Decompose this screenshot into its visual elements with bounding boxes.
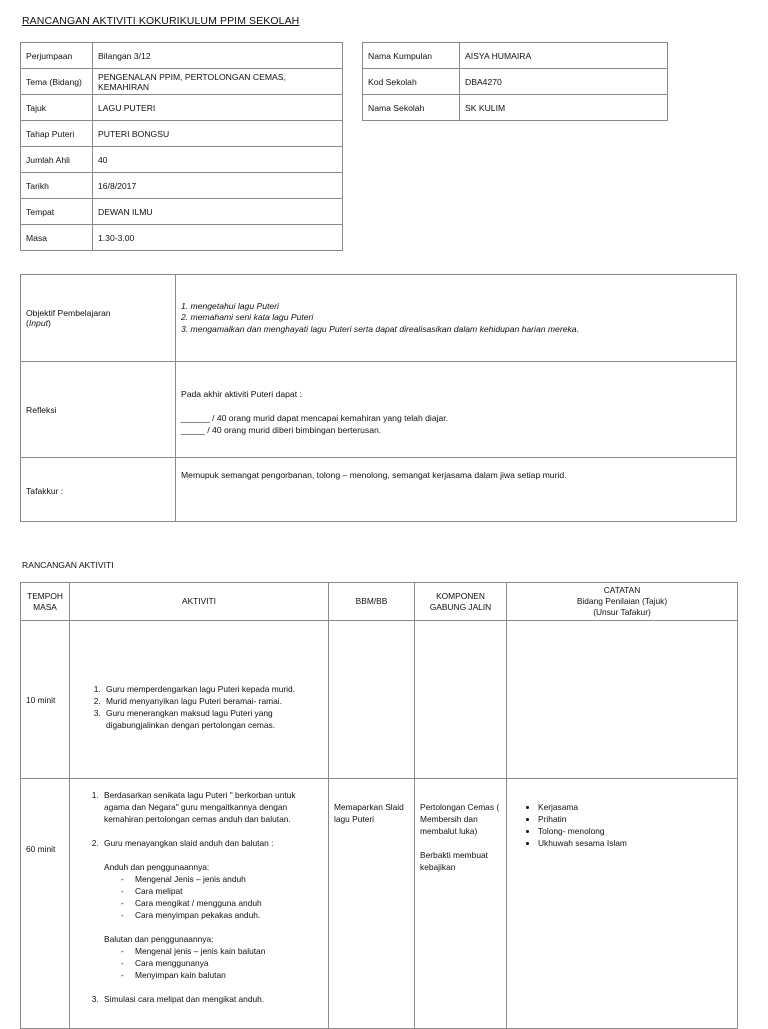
objectives-table [20, 274, 737, 522]
header-tempoh-line1: TEMPOH [27, 590, 63, 601]
section-title: RANCANGAN AKTIVITI [22, 560, 114, 570]
field-label: Nama Kumpulan [363, 43, 460, 69]
row2-catatan [507, 779, 738, 1029]
anduh-list [104, 873, 323, 921]
anduh-item: - Mengenal Jenis – jenis anduh [118, 873, 323, 885]
balutan-item: - Mengenal jenis – jenis kain balutan [118, 945, 323, 957]
catatan-list [512, 801, 732, 849]
paren-close: ) [48, 318, 51, 328]
meeting-info-row [21, 147, 343, 173]
field-value: DEWAN ILMU [93, 199, 343, 225]
row1-komponen [415, 621, 507, 779]
row1-activity-list [75, 683, 323, 731]
row1-bbm [329, 621, 415, 779]
komponen-item: Pertolongan Cemas ( Membersih dan membalut luka) [420, 802, 500, 836]
field-value: Bilangan 3/12 [93, 43, 343, 69]
tafakkur-label-text: Tafakkur : [26, 486, 64, 496]
row1-activities [70, 621, 329, 779]
anduh-item: - Cara menyimpan pekakas anduh. [118, 909, 323, 921]
paren-open: ( [26, 318, 29, 328]
refleksi-line1: ______ / 40 orang murid dapat mencapai kemahiran yang telah diajar. [181, 412, 449, 423]
balutan-list [104, 945, 323, 981]
meeting-info-row [21, 199, 343, 225]
header-catatan-line2: Bidang Penilaian (Tajuk) [576, 596, 668, 606]
refleksi-intro: Pada akhir aktiviti Puteri dapat : [181, 388, 302, 399]
catatan-item: • Prihatin [538, 813, 732, 825]
field-label: Tema (Bidang) [21, 69, 93, 95]
plan-header-row [21, 583, 738, 621]
header-komponen-line1: KOMPONEN [436, 590, 485, 601]
field-value: PUTERI BONGSU [93, 121, 343, 147]
header-catatan-line1: CATATAN [603, 585, 641, 595]
refleksi-content [176, 362, 737, 458]
anduh-title: Anduh dan penggunaannya: [104, 862, 210, 872]
plan-row-1 [21, 621, 738, 779]
input-label: Input [28, 318, 48, 328]
field-value: 1.30-3.00 [93, 225, 343, 251]
header-aktiviti: AKTIVITI [70, 583, 329, 621]
meeting-info-row [21, 225, 343, 251]
document-title: RANCANGAN AKTIVITI KOKURIKULUM PPIM SEKOLAH [22, 15, 300, 27]
meeting-info-row [21, 69, 343, 95]
meeting-info-row [21, 173, 343, 199]
activity-item: 1. Guru memperdengarkan lagu Puteri kepada murid. [103, 683, 323, 695]
activity-text: Berdasarkan senikata lagu Puteri " berkorban untuk agama dan Negara" guru mengaitkannya dengan kemahiran pertolongan cemas anduh dan balutan. [104, 790, 296, 824]
field-value: 40 [93, 147, 343, 173]
activity-item [101, 789, 323, 837]
group-info-row [363, 95, 668, 121]
balutan-item: - Cara menggunanya [118, 957, 323, 969]
objective-label [21, 275, 176, 362]
objective-item: 2. memahami seni kata lagu Puteri [181, 312, 314, 323]
activity-text: Guru menayangkan slaid anduh dan balutan : [104, 838, 274, 848]
field-value: PENGENALAN PPIM, PERTOLONGAN CEMAS, KEMAHIRAN [93, 69, 343, 95]
balutan-title: Balutan dan penggunaannya: [104, 934, 214, 944]
header-catatan [507, 583, 738, 621]
row2-time: 60 minit [21, 779, 70, 1029]
activity-item: 2. Murid menyanyikan lagu Puteri beramai- ramai. [103, 695, 323, 707]
field-label: Tajuk [21, 95, 93, 121]
header-komponen [415, 583, 507, 621]
meeting-info-table [20, 42, 343, 251]
objective-item: 1. mengetahui lagu Puteri [181, 300, 279, 311]
activity-item: 3. Simulasi cara melipat dan mengikat anduh. [101, 993, 323, 1005]
field-label: Tahap Puteri [21, 121, 93, 147]
plan-row-2 [21, 779, 738, 1029]
group-info-row [363, 43, 668, 69]
objective-label-line1: Objektif Pembelajaran [26, 308, 111, 318]
objective-row [21, 275, 737, 362]
refleksi-row [21, 362, 737, 458]
refleksi-line2: _____ / 40 orang murid diberi bimbingan berterusan. [181, 424, 382, 435]
field-label: Jumlah Ahli [21, 147, 93, 173]
catatan-item: • Tolong- menolong [538, 825, 732, 837]
field-value: LAGU PUTERI [93, 95, 343, 121]
balutan-item: - Menyimpan kain balutan [118, 969, 323, 981]
catatan-item: • Kerjasama [538, 801, 732, 813]
header-catatan-line3: (Unsur Tafakur) [593, 607, 651, 617]
activity-item: 3. Guru menerangkan maksud lagu Puteri yang digabungjalinkan dengan pertolongan cemas. [103, 707, 323, 731]
row2-activities [70, 779, 329, 1029]
field-label: Tarikh [21, 173, 93, 199]
objective-item: 3. mengamalkan dan menghayati lagu Puteri serta dapat direalisasikan dalam kehidupan harian mereka. [181, 323, 579, 334]
field-value: DBA4270 [460, 69, 668, 95]
meeting-info-row [21, 95, 343, 121]
tafakkur-text-span: Memupuk semangat pengorbanan, tolong – menolong, semangat kerjasama dalam jiwa setiap murid. [181, 470, 567, 480]
header-tempoh-line2: MASA [33, 601, 57, 612]
header-bbm: BBM/BB [329, 583, 415, 621]
objective-label-line2 [26, 318, 170, 328]
row2-bbm: Memaparkan Slaid lagu Puteri [329, 779, 415, 1029]
tafakkur-label [21, 458, 176, 522]
field-label: Nama Sekolah [363, 95, 460, 121]
field-value: 16/8/2017 [93, 173, 343, 199]
field-value: SK KULIM [460, 95, 668, 121]
catatan-item: • Ukhuwah sesama Islam [538, 837, 732, 849]
komponen-item: Berbakti membuat kebajikan [420, 850, 488, 872]
field-value: AISYA HUMAIRA [460, 43, 668, 69]
tafakkur-row [21, 458, 737, 522]
objective-list [176, 275, 737, 362]
header-komponen-line2: GABUNG JALIN [429, 601, 492, 612]
refleksi-label: Refleksi [21, 362, 176, 458]
group-info-row [363, 69, 668, 95]
field-label: Kod Sekolah [363, 69, 460, 95]
row1-catatan [507, 621, 738, 779]
anduh-item: - Cara melipat [118, 885, 323, 897]
row1-time: 10 minit [21, 621, 70, 779]
tafakkur-text [176, 458, 737, 522]
activity-plan-table [20, 582, 738, 1029]
row2-komponen [415, 779, 507, 1029]
header-tempoh [21, 583, 70, 621]
meeting-info-row [21, 121, 343, 147]
field-label: Masa [21, 225, 93, 251]
row2-activity-list [75, 789, 323, 1005]
field-label: Perjumpaan [21, 43, 93, 69]
activity-item [101, 837, 323, 993]
anduh-item: - Cara mengikat / mengguna anduh [118, 897, 323, 909]
group-info-table [362, 42, 668, 121]
field-label: Tempat [21, 199, 93, 225]
meeting-info-row [21, 43, 343, 69]
